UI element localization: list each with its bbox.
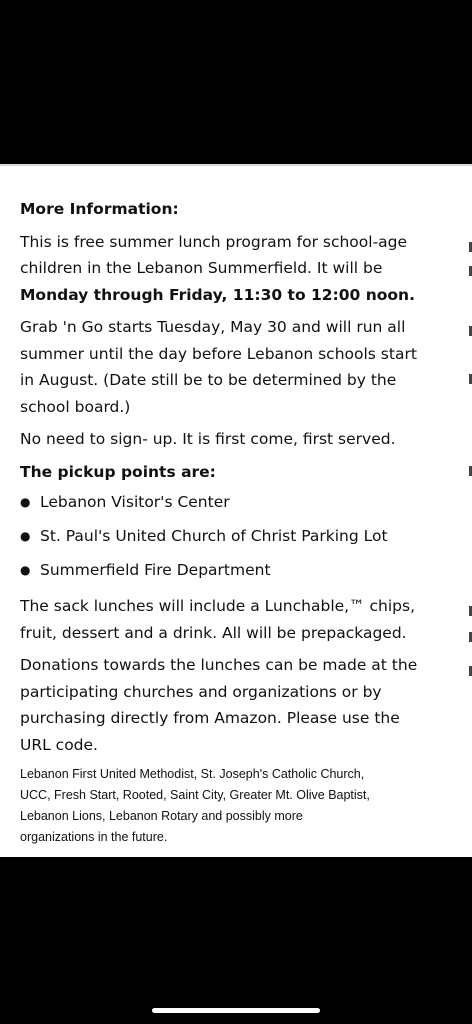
bullet-icon: ● [20, 495, 31, 509]
top-black-bar [0, 0, 472, 164]
grab-line-1: Grab 'n Go starts Tuesday, May 30 and will run all [20, 318, 406, 336]
sponsors-block [20, 764, 450, 848]
no-signup-text: No need to sign- up. It is first come, first served. [20, 430, 396, 448]
pickup-point: Summerfield Fire Department [40, 561, 271, 579]
sponsors-line-2: UCC, Fresh Start, Rooted, Saint City, Greater Mt. Olive Baptist, [20, 788, 370, 802]
sponsors-line-3: Lebanon Lions, Lebanon Rotary and possibly more [20, 809, 303, 823]
pickup-point: St. Paul's United Church of Christ Parking Lot [40, 527, 388, 545]
bullet-icon: ● [20, 529, 31, 543]
bullet-icon: ● [20, 563, 31, 577]
section-heading: More Information: [20, 200, 179, 218]
sponsors-line-4: organizations in the future. [20, 830, 168, 844]
document-content [20, 196, 450, 848]
document-image [0, 164, 472, 857]
home-indicator[interactable] [152, 1008, 320, 1013]
sponsors-line-1: Lebanon First United Methodist, St. Joseph's Catholic Church, [20, 767, 365, 781]
list-item [20, 485, 450, 519]
pickup-point: Lebanon Visitor's Center [40, 493, 230, 511]
donations-line-3: purchasing directly from Amazon. Please use the [20, 709, 400, 727]
grab-line-2: summer until the day before Lebanon schools start [20, 344, 417, 363]
intro-line-3: Monday through Friday, 11:30 to 12:00 noon. [20, 285, 415, 304]
donations-line-4: URL code. [20, 735, 98, 754]
list-item [20, 519, 450, 553]
donations-line-1: Donations towards the lunches can be made at the [20, 656, 418, 674]
grab-line-3: in August. (Date still be to be determined by the [20, 371, 397, 389]
list-item [20, 553, 450, 587]
sack-line-2: fruit, dessert and a drink. All will be prepackaged. [20, 623, 407, 642]
pickup-heading: The pickup points are: [20, 462, 216, 481]
intro-line-1: This is free summer lunch program for school-age [20, 232, 408, 251]
sack-line-1: The sack lunches will include a Lunchable,™ chips, [20, 597, 416, 615]
donations-line-2: participating churches and organizations or by [20, 682, 382, 701]
bottom-black-bar [0, 857, 472, 1024]
grab-line-4: school board.) [20, 397, 131, 416]
intro-line-2: children in the Lebanon Summerfield. It will be [20, 259, 383, 277]
